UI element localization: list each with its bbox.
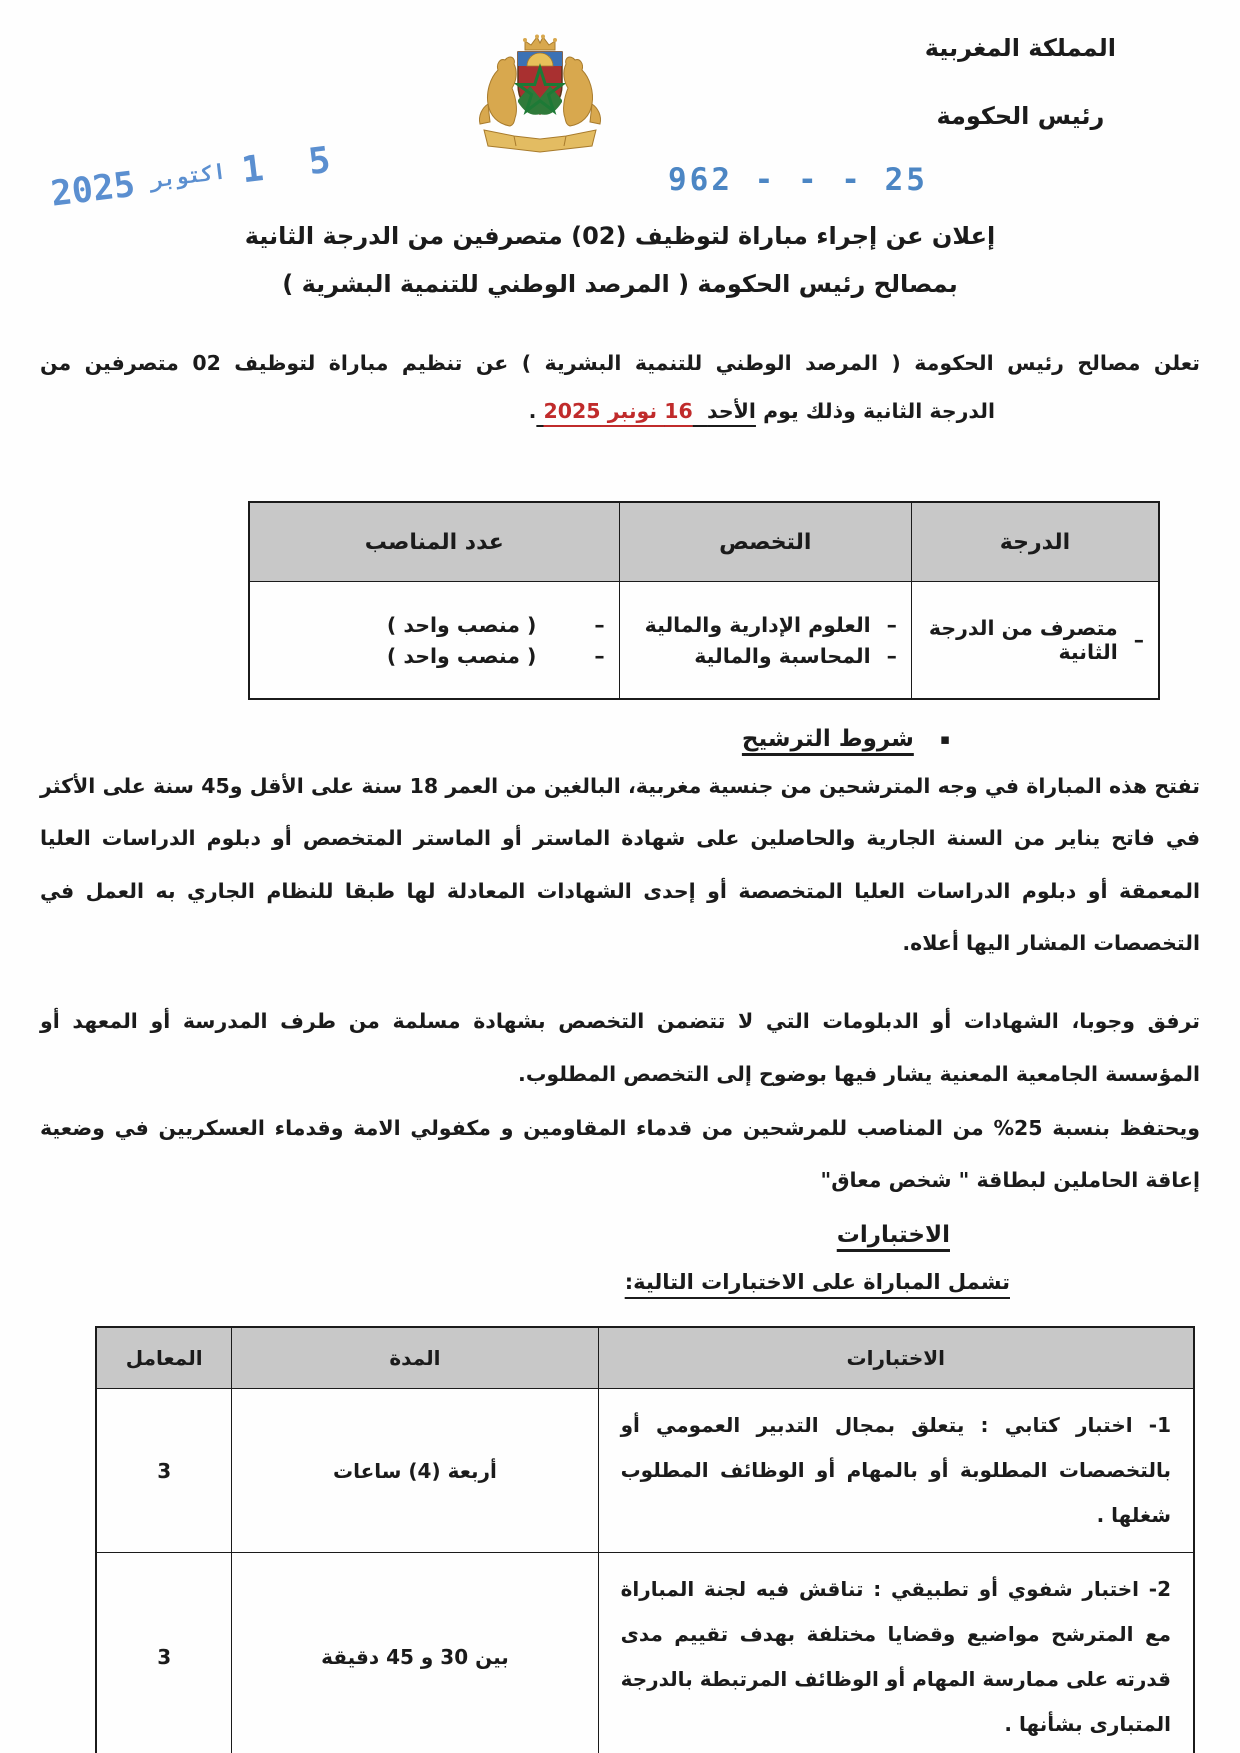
test-coefficient-cell: 3 — [96, 1389, 232, 1553]
tests-table-header-row — [96, 1327, 1194, 1389]
test-description-cell — [598, 1553, 1194, 1753]
exam-date: 16 نونبر 2025 — [543, 399, 693, 424]
intro-line-1: تعلن مصالح رئيس الحكومة ( المرصد الوطني للتنمية البشرية ) عن تنظيم مباراة لتوظيف 02 متصرفين من — [40, 351, 1200, 376]
grade-value: متصرف من الدرجة الثانية — [928, 616, 1118, 665]
positions-table — [248, 501, 1160, 700]
tests-heading: الاختبارات — [836, 1222, 950, 1248]
intro-paragraph — [40, 351, 1200, 423]
test-number: 2- — [1139, 1577, 1172, 1601]
header-tests: الاختبارات — [598, 1327, 1194, 1389]
specialty-value: العلوم الإدارية والمالية — [644, 612, 871, 637]
tests-table-row — [96, 1553, 1194, 1753]
title-line-2: بمصالح رئيس الحكومة ( المرصد الوطني للتنمية البشرية ) — [282, 269, 958, 298]
stamp-year: 2025 — [48, 164, 138, 215]
test-duration-cell: بين 30 و 45 دقيقة — [232, 1553, 598, 1753]
header-duration: المدة — [232, 1327, 598, 1389]
intro-line-2-prefix: الدرجة الثانية وذلك يوم — [763, 399, 995, 424]
reference-number: 962 - - - 25 — [668, 162, 928, 198]
positions-value: ( منصب واحد ) — [386, 643, 537, 668]
intro-tail: . — [528, 399, 537, 424]
conditions-paragraph-2: ترفق وجوبا، الشهادات أو الدبلومات التي لا تتضمن التخصص بشهادة مسلمة من طرف المدرسة أو المعهد أو المؤسسة الجامعية المعنية يشار فيها بوضوح إلى التخصص المطلوب. — [40, 1009, 1200, 1086]
tests-table-row — [96, 1389, 1194, 1553]
kingdom-title: المملكة المغربية — [924, 34, 1116, 62]
dash-bullet: – — [594, 643, 605, 668]
test-name: اختبار كتابي : — [980, 1413, 1133, 1437]
square-bullet-icon: ▪ — [939, 730, 950, 749]
tests-intro: تشمل المباراة على الاختبارات التالية: — [624, 1270, 1010, 1294]
conditions-paragraph-1: تفتح هذه المباراة في وجه المترشحين من جنسية مغربية، البالغين من العمر 18 سنة على الأقل و45 سنة على الأكثر في فاتح يناير من السنة الجارية والحاصلين على شهادة الماستر أو الماستر المتخصص أو دبلوم الدراسات العليا المعمقة أو دبلوم الدراسات العليا المتخصصة أو إحدى الشهادات المعادلة لها طبقا للنظام الجاري به العمل في التخصصات المشار اليها أعلاه. — [40, 774, 1200, 955]
test-text: يتعلق بمجال التدبير العمومي أو بالتخصصات المطلوبة أو بالمهام أو الوظائف المطلوب شغلها . — [620, 1413, 1171, 1527]
specialty-value: المحاسبة والمالية — [694, 643, 871, 668]
conditions-heading — [40, 726, 950, 752]
specialty-cell — [619, 582, 911, 700]
positions-count-cell — [249, 582, 619, 700]
title-line-1: إعلان عن إجراء مباراة لتوظيف (02) متصرفين من الدرجة الثانية — [244, 222, 996, 250]
authority-title: رئيس الحكومة — [936, 102, 1105, 130]
stamp-day: 1 5 — [239, 138, 345, 192]
dash-bullet: – — [1133, 628, 1144, 653]
stamp-month: اكتوبر — [148, 159, 228, 193]
test-description-cell — [598, 1389, 1194, 1553]
dash-bullet: – — [594, 612, 605, 637]
test-name: اختبار شفوي أو تطبيقي : — [873, 1577, 1140, 1601]
positions-value: ( منصب واحد ) — [386, 612, 537, 637]
tests-section — [40, 1222, 1200, 1753]
positions-table-row — [249, 582, 1159, 700]
tests-table — [95, 1326, 1195, 1753]
exam-day: الأحد 16 نونبر 2025 — [543, 399, 756, 424]
header-positions-count: عدد المناصب — [249, 502, 619, 582]
test-coefficient-cell: 3 — [96, 1553, 232, 1753]
conditions-heading-text: شروط الترشيح — [741, 726, 914, 753]
dash-bullet: – — [886, 612, 897, 637]
dash-bullet: – — [886, 643, 897, 668]
grade-cell — [911, 582, 1159, 700]
header-grade: الدرجة — [911, 502, 1159, 582]
test-duration-cell: أربعة (4) ساعات — [232, 1389, 598, 1553]
intro-line-2 — [40, 399, 995, 423]
header-coefficient: المعامل — [96, 1327, 232, 1389]
conditions-paragraph-3: ويحتفظ بنسبة 25% من المناصب للمرشحين من قدماء المقاومين و مكفولي الامة وقدماء العسكريين في وضعية إعاقة الحاملين لبطاقة " شخص معاق" — [40, 1115, 1200, 1193]
positions-table-header-row — [249, 502, 1159, 582]
header-specialty: التخصص — [619, 502, 911, 582]
test-text: تناقش فيه لجنة المباراة مع المترشح مواضيع وقضايا مختلفة بهدف تقييم مدى قدرته على ممارسة المهام أو الوظائف المرتبطة بالدرجة المتبارى بشأنها . — [620, 1577, 1171, 1736]
announcement-title — [40, 220, 1200, 301]
test-number: 1- — [1132, 1413, 1172, 1437]
